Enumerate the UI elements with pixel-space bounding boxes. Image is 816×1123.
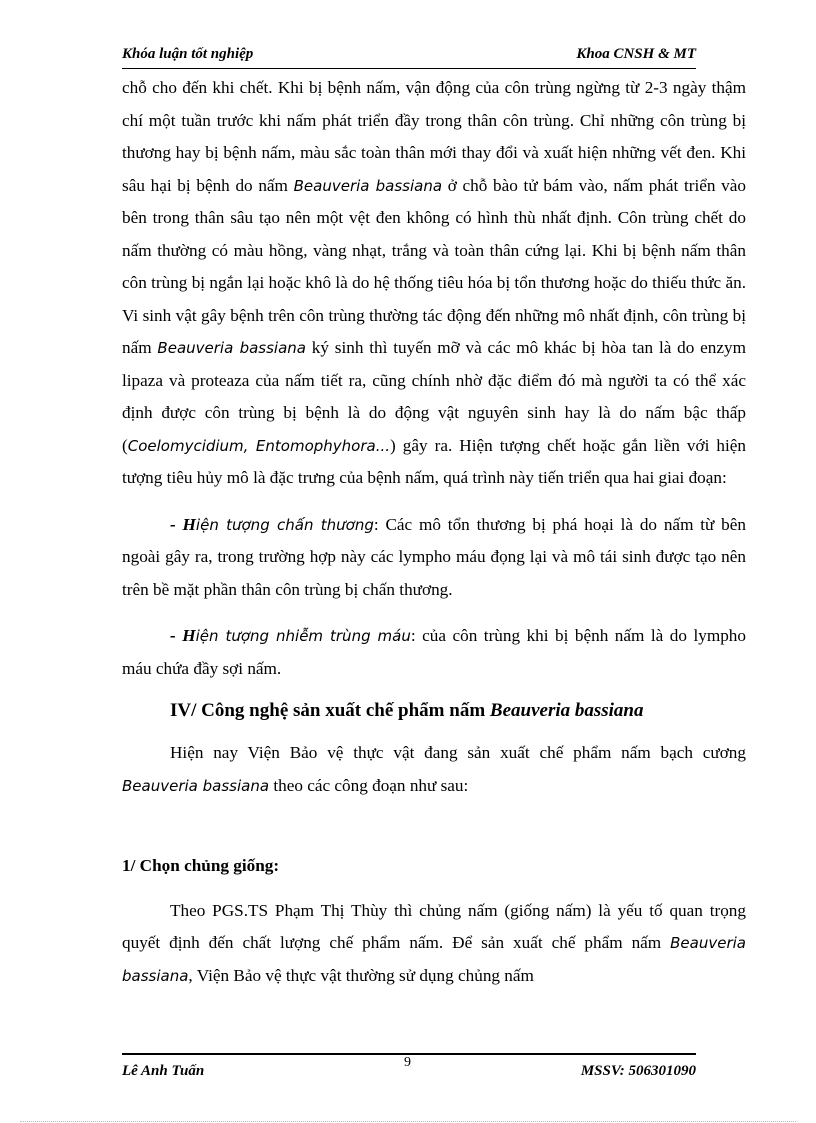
- section-heading: IV/ Công nghệ sản xuất chế phẩm nấm Beauveria bassiana: [170, 700, 644, 721]
- page-number: 9: [404, 1055, 411, 1070]
- header-right: Khoa CNSH & MT: [576, 46, 696, 62]
- bullet-term: iện tượng nhiễm trùng máu: [195, 627, 411, 645]
- footer-author: Lê Anh Tuấn: [122, 1063, 205, 1079]
- header-left: Khóa luận tốt nghiệp: [122, 46, 254, 62]
- bullet-injury: - Hiện tượng chấn thương: Các mô tổn thương bị phá hoại là do nấm từ bên ngoài gây ra, trong trường hợp này các lympho máu đọng lại và mô tái sinh được tạo nên trên bề mặt phần thân côn trùng bị chấn thương.: [122, 514, 746, 599]
- document-body: [122, 72, 746, 992]
- subsection-heading: 1/ Chọn chủng giống:: [122, 856, 280, 875]
- page-footer: [122, 1053, 696, 1079]
- species-name: Beauveria bassiana: [489, 700, 644, 721]
- species-name: Beauveria bassiana: [122, 776, 270, 795]
- paragraph-3: Theo PGS.TS Phạm Thị Thùy thì chủng nấm (giống nấm) là yếu tố quan trọng quyết định đến chất lượng chế phẩm nấm. Để sản xuất chế phẩm nấm Beauveria bassiana, Viện Bảo vệ thực vật thường sử dụng chủng nấm: [122, 900, 746, 985]
- paragraph-2: Hiện nay Viện Bảo vệ thực vật đang sản xuất chế phẩm nấm bạch cương Beauveria bassiana theo các công đoạn như sau:: [122, 743, 746, 795]
- species-name: Beauveria bassiana: [293, 176, 443, 195]
- footer-student-id: MSSV: 506301090: [580, 1063, 696, 1079]
- species-name: Beauveria bassiana: [157, 339, 306, 357]
- paragraph-1: chỗ cho đến khi chết. Khi bị bệnh nấm, vận động của côn trùng ngừng từ 2-3 ngày thậm chí một tuần trước khi nấm phát triển đầy trong thân côn trùng. Chỉ những côn trùng bị thương hay bị bệnh nấm, màu sắc toàn thân mới thay đổi và xuất hiện những vết đen. Khi sâu hại bị bệnh do nấm Beauveria bassiana ở chỗ bào tử bám vào, nấm phát triển vào bên trong thân sâu tạo nên một vệt đen không có hình thù nhất định. Côn trùng chết do nấm thường có màu hồng, vàng nhạt, trắng và toàn thân cứng lại. Khi bị bệnh nấm thân côn trùng bị ngắn lại hoặc khô là do hệ thống tiêu hóa bị tổn thương hoặc do thiếu thức ăn. Vi sinh vật gây bệnh trên côn trùng thường tác động đến những mô nhất định, côn trùng bị nấm Beauveria bassiana ký sinh thì tuyến mỡ và các mô khác bị hòa tan là do enzym lipaza và proteaza của nấm tiết ra, cũng chính nhờ đặc điểm đó mà người ta có thể xác định được côn trùng bị bệnh là do động vật nguyên sinh hay là do nấm bậc thấp (Coelomycidium, Entomophyhora...) gây ra. Hiện tượng chết hoặc gắn liền với hiện tượng tiêu hủy mô là đặc trưng của bệnh nấm, quá trình này tiến triển qua hai giai đoạn:: [122, 78, 746, 487]
- page-header: [122, 44, 696, 69]
- species-name: Beauveria bassiana: [122, 934, 746, 985]
- genera-names: Coelomycidium, Entomophyhora...: [127, 436, 391, 455]
- bullet-septicemia: - Hiện tượng nhiễm trùng máu: của côn trùng khi bị bệnh nấm là do lympho máu chứa đầy sợi nấm.: [122, 626, 746, 678]
- bullet-term: iện tượng chấn thương: [195, 515, 374, 534]
- page-edge-divider: [20, 1121, 796, 1122]
